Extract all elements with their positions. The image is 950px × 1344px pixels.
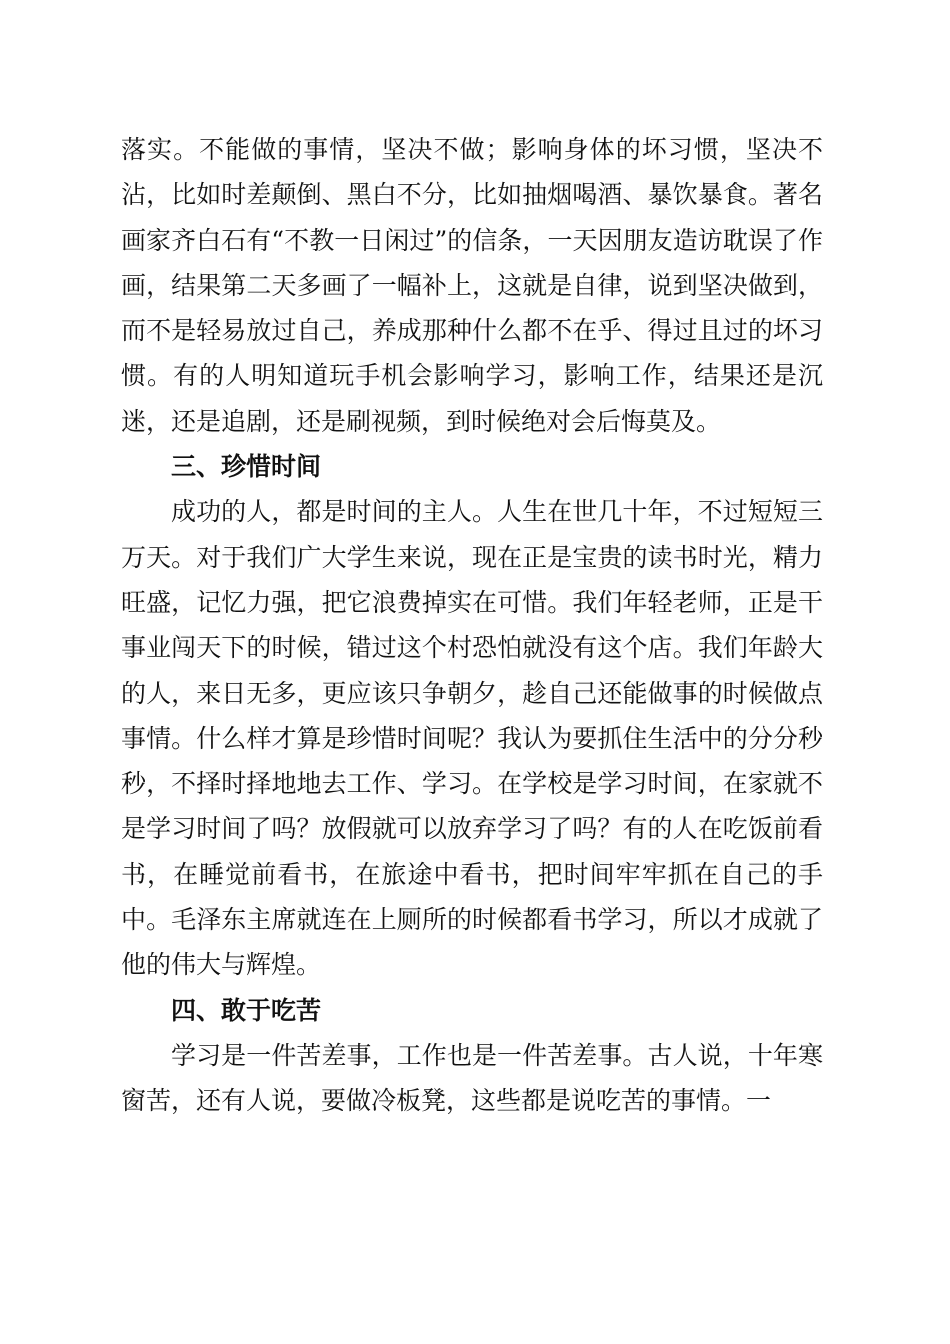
document-body: [121, 127, 823, 1124]
section-heading-endure-hardship: 四、敢于吃苦: [171, 995, 322, 1025]
section-heading-cherish-time: 三、珍惜时间: [171, 452, 322, 482]
paragraph-continuation: 落实。不能做的事情，坚决不做；影响身体的坏习惯，坚决不沾，比如时差颠倒、黑白不分，比如抽烟喝酒、暴饮暴食。著名画家齐白石有“不教一日闲过”的信条，一天因朋友造访耽误了作画，结果第二天多画了一幅补上，这就是自律，说到坚决做到，而不是轻易放过自己，养成那种什么都不在乎、得过且过的坏习惯。有的人明知道玩手机会影响学习，影响工作，结果还是沉迷，还是追剧，还是刷视频，到时候绝对会后悔莫及。: [121, 135, 823, 436]
paragraph-cherish-time: 成功的人，都是时间的主人。人生在世几十年，不过短短三万天。对于我们广大学生来说，现在正是宝贵的读书时光，精力旺盛，记忆力强，把它浪费掉实在可惜。我们年轻老师，正是干事业闯天下的时候，错过这个村恐怕就没有这个店。我们年龄大的人，来日无多，更应该只争朝夕，趁自己还能做事的时候做点事情。什么样才算是珍惜时间呢？我认为要抓住生活中的分分秒秒，不择时择地地去工作、学习。在学校是学习时间，在家就不是学习时间了吗？放假就可以放弃学习了吗？有的人在吃饭前看书，在睡觉前看书，在旅途中看书，把时间牢牢抓在自己的手中。毛泽东主席就连在上厕所的时候都看书学习，所以才成就了他的伟大与辉煌。: [121, 497, 823, 980]
paragraph-endure-hardship: 学习是一件苦差事，工作也是一件苦差事。古人说，十年寒窗苦，还有人说，要做冷板凳，这些都是说吃苦的事情。一: [121, 1040, 823, 1116]
